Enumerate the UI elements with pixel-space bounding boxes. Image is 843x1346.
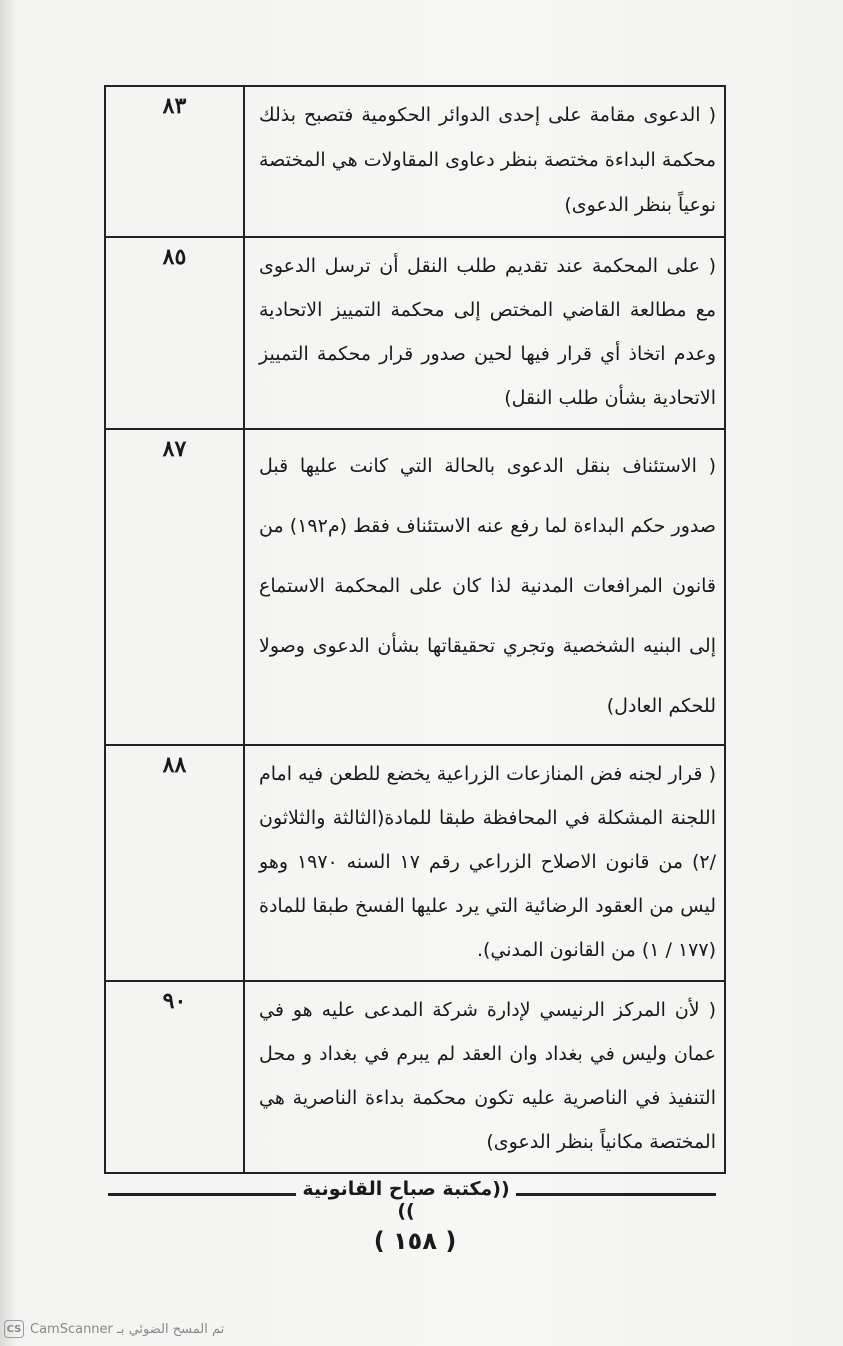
table-row <box>105 237 725 429</box>
rulings-table <box>104 85 726 1174</box>
ruling-text: ( لأن المركز الرنيسي لإدارة شركة المدعى عليه هو في عمان وليس في بغداد وان العقد لم يبرم في بغداد و محل التنفيذ في الناصرية عليه تكون محكمة بداءة الناصرية هي المختصة مكانياً بنظر الدعوى) <box>244 981 725 1173</box>
ruling-number: ٩٠ <box>105 981 244 1173</box>
library-name: ((مكتبة صباح القانونية )) <box>302 1178 510 1222</box>
footer-divider-right <box>516 1193 716 1196</box>
ruling-text: ( الاستئناف بنقل الدعوى بالحالة التي كانت عليها قبل صدور حكم البداءة لما رفع عنه الاستئناف فقط (م١٩٢) من قانون المرافعات المدنية لذا كان على المحكمة الاستماع إلى البنيه الشخصية وتجري تحقيقاتها بشأن الدعوى وصولا للحكم العادل) <box>244 429 725 745</box>
page-edge <box>0 0 14 1346</box>
table-row <box>105 429 725 745</box>
ruling-text: ( قرار لجنه فض المنازعات الزراعية يخضع للطعن فيه امام اللجنة المشكلة في المحافظة طبقا للمادة(الثالثة والثلاثون /٢) من قانون الاصلاح الزراعي رقم ١٧ السنه ١٩٧٠ وهو ليس من العقود الرضائية التي يرد عليها الفسخ طبقا للمادة (١٧٧ / ١) من القانون المدني). <box>244 745 725 981</box>
ruling-number: ٨٣ <box>105 86 244 237</box>
table-row <box>105 981 725 1173</box>
ruling-text: ( على المحكمة عند تقديم طلب النقل أن ترسل الدعوى مع مطالعة القاضي المختص إلى محكمة التمييز الاتحادية وعدم اتخاذ أي قرار فيها لحين صدور قرار محكمة التمييز الاتحادية بشأن طلب النقل) <box>244 237 725 429</box>
ruling-number: ٨٥ <box>105 237 244 429</box>
ruling-number: ٨٨ <box>105 745 244 981</box>
footer-divider-left <box>108 1193 296 1196</box>
camscanner-logo-icon: CS <box>4 1320 24 1338</box>
table-row <box>105 745 725 981</box>
scanner-watermark <box>4 1318 224 1340</box>
scanner-label: تم المسح الضوئي بـ CamScanner <box>30 1321 225 1337</box>
ruling-number: ٨٧ <box>105 429 244 745</box>
ruling-text: ( الدعوى مقامة على إحدى الدوائر الحكومية فتصبح بذلك محكمة البداءة مختصة بنظر دعاوى المقاولات هي المختصة نوعياً بنظر الدعوى) <box>244 86 725 237</box>
table-row <box>105 86 725 237</box>
page-number: ( ١٥٨ ) <box>373 1227 457 1255</box>
